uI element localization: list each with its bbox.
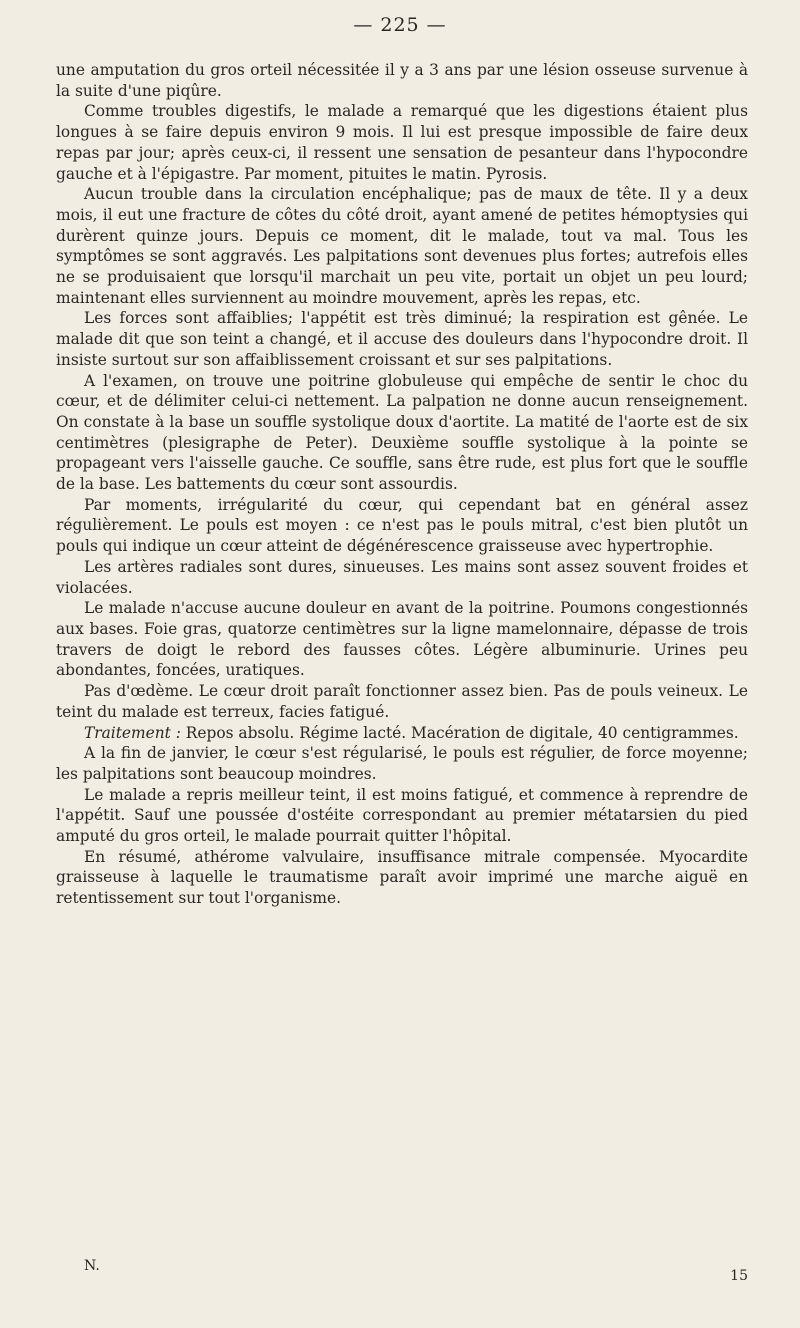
paragraph-2: Comme troubles digestifs, le malade a remarqué que les digestions étaient plus longues à se faire depuis environ 9 mois. Il lui est presque impossible de faire deux repas par jour; après ceux-ci, il ressent une sensation de pesanteur dans l'hypocondre gauche et à l'épigastre. Par moment, pituites le matin. Pyrosis.: [56, 102, 748, 183]
paragraph-6: Par moments, irrégularité du cœur, qui cependant bat en général assez régulièrement. Le pouls est moyen : ce n'est pas le pouls mitral, c'est bien plutôt un pouls qui indique un cœur atteint de dégénérescence graisseuse avec hypertrophie.: [56, 495, 748, 556]
paragraph-1: une amputation du gros orteil nécessitée il y a 3 ans par une lésion osseuse survenue à la suite d'une piqûre.: [56, 61, 748, 100]
folio-number: 15: [730, 1268, 748, 1284]
treatment-text: Repos absolu. Régime lacté. Macération de digitale, 40 centigrammes.: [180, 723, 739, 742]
paragraph-8: Le malade n'accuse aucune douleur en avant de la poitrine. Poumons congestionnés aux bases. Foie gras, quatorze centimètres sur la ligne mamelonnaire, dépasse de trois travers de doigt le rebord des fausses côtes. Légère albuminurie. Urines peu abondantes, foncées, uratiques.: [56, 599, 748, 680]
signature-mark: N.: [84, 1258, 100, 1274]
paragraph-13: En résumé, athérome valvulaire, insuffisance mitrale compensée. Myocardite graisseuse à laquelle le traumatisme paraît avoir imprimé une marche aiguë en retentissement sur tout l'organisme.: [56, 847, 748, 908]
paragraph-11: A la fin de janvier, le cœur s'est régularisé, le pouls est régulier, de force moyenne; les palpitations sont beaucoup moindres.: [56, 744, 748, 783]
paragraph-12: Le malade a repris meilleur teint, il est moins fatigué, et commence à reprendre de l'appétit. Sauf une poussée d'ostéite correspondant au premier métatarsien du pied amputé du gros orteil, le malade pourrait quitter l'hôpital.: [56, 785, 748, 846]
paragraph-3: Aucun trouble dans la circulation encéphalique; pas de maux de tête. Il y a deux mois, il eut une fracture de côtes du côté droit, ayant amené de petites hémoptysies qui durèrent quinze jours. Depuis ce moment, dit le malade, tout va mal. Tous les symptômes se sont aggravés. Les palpitations sont devenues plus fortes; autrefois elles ne se produisaient que lorsqu'il marchait un peu vite, portait un objet un peu lourd; maintenant elles surviennent au moindre mouvement, après les repas, etc.: [56, 185, 748, 307]
paragraph-5: A l'examen, on trouve une poitrine globuleuse qui empêche de sentir le choc du cœur, et de délimiter celui-ci nettement. La palpation ne donne aucun renseignement. On constate à la base un souffle systolique doux d'aortite. La matité de l'aorte est de six centimètres (plesigraphe de Peter). Deuxième souffle systolique à la pointe se propageant vers l'aisselle gauche. Ce souffle, sans être rude, est plus fort que le souffle de la base. Les battements du cœur sont assourdis.: [56, 371, 748, 494]
page-number-header: — 225 —: [353, 14, 447, 36]
treatment-lead: Traitement :: [84, 723, 181, 742]
paragraph-10: [56, 723, 748, 744]
paragraph-9: Pas d'œdème. Le cœur droit paraît fonctionner assez bien. Pas de pouls veineux. Le teint du malade est terreux, facies fatigué.: [56, 682, 748, 721]
body-text: [56, 60, 748, 909]
paragraph-7: Les artères radiales sont dures, sinueuses. Les mains sont assez souvent froides et violacées.: [56, 557, 748, 597]
paragraph-4: Les forces sont affaiblies; l'appétit est très diminué; la respiration est gênée. Le malade dit que son teint a changé, et il accuse des douleurs dans l'hypocondre droit. Il insiste surtout sur son affaiblissement croissant et sur ses palpitations.: [56, 309, 748, 369]
